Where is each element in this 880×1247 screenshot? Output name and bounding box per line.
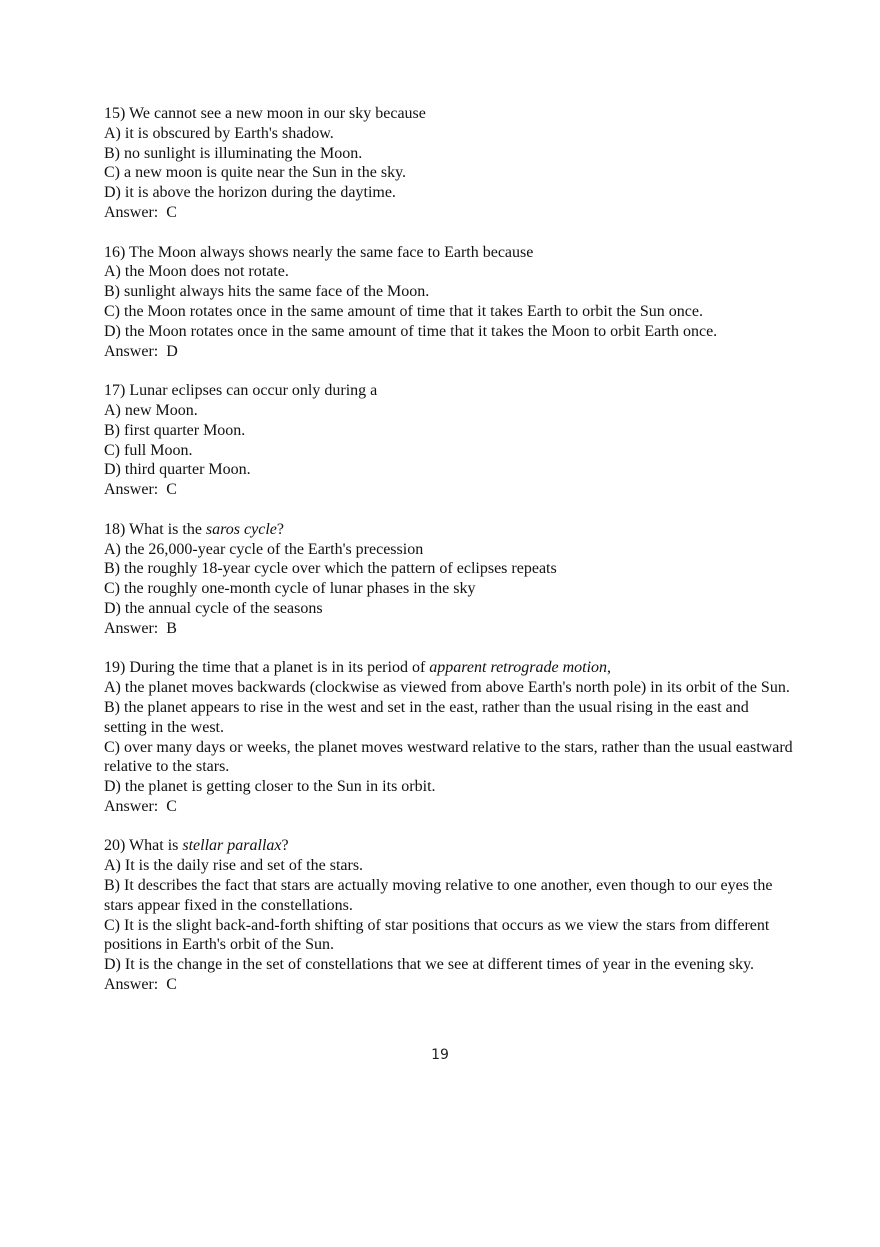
question-list (104, 104, 794, 1015)
question-15 (104, 104, 794, 223)
page-number: 19 (431, 1047, 449, 1063)
question-stem: 16) The Moon always shows nearly the same face to Earth because (104, 243, 534, 261)
option-b: B) sunlight always hits the same face of the Moon. (104, 283, 430, 301)
answer: Answer: C (104, 481, 177, 499)
question-stem: 15) We cannot see a new moon in our sky because (104, 105, 426, 122)
option-d: D) the Moon rotates once in the same amount of time that it takes the Moon to orbit Earth once. (104, 322, 718, 340)
option-a: A) the 26,000-year cycle of the Earth's precession (104, 540, 424, 558)
question-stem: 19) During the time that a planet is in its period of apparent retrograde motion, (104, 659, 612, 677)
option-d: D) third quarter Moon. (104, 461, 251, 479)
option-d: D) the annual cycle of the seasons (104, 599, 323, 617)
question-18 (104, 520, 794, 639)
question-16 (104, 243, 794, 362)
option-c: C) over many days or weeks, the planet moves westward relative to the stars, rather than the usual eastward relative to the stars. (104, 738, 793, 776)
answer: Answer: D (104, 342, 178, 360)
question-stem: 17) Lunar eclipses can occur only during a (104, 382, 378, 400)
answer: Answer: C (104, 203, 177, 221)
answer: Answer: C (104, 976, 177, 994)
option-b: B) the roughly 18-year cycle over which the pattern of eclipses repeats (104, 560, 557, 578)
option-c: C) the Moon rotates once in the same amount of time that it takes Earth to orbit the Sun once. (104, 302, 703, 320)
answer: Answer: C (104, 797, 177, 815)
option-d: D) It is the change in the set of constellations that we see at different times of year in the evening sky. (104, 956, 755, 974)
option-c: C) the roughly one-month cycle of lunar phases in the sky (104, 580, 476, 598)
question-stem: 18) What is the saros cycle? (104, 520, 284, 538)
question-19 (104, 658, 794, 816)
option-a: A) new Moon. (104, 401, 198, 419)
option-a: A) the Moon does not rotate. (104, 263, 289, 281)
option-b: B) It describes the fact that stars are actually moving relative to one another, even though to our eyes the stars appear fixed in the constellations. (104, 877, 773, 914)
question-17 (104, 381, 794, 500)
option-a: A) it is obscured by Earth's shadow. (104, 124, 334, 142)
question-stem: 20) What is stellar parallax? (104, 837, 289, 855)
option-a: A) It is the daily rise and set of the stars. (104, 857, 364, 875)
option-c: C) It is the slight back-and-forth shifting of star positions that occurs as we view the stars from different positions in Earth's orbit of the Sun. (104, 916, 770, 954)
option-d: D) it is above the horizon during the daytime. (104, 184, 396, 202)
answer: Answer: B (104, 619, 177, 637)
option-d: D) the planet is getting closer to the Sun in its orbit. (104, 778, 436, 796)
option-c: C) a new moon is quite near the Sun in the sky. (104, 164, 407, 182)
option-b: B) the planet appears to rise in the west and set in the east, rather than the usual rising in the east and setting in the west. (104, 698, 749, 736)
option-c: C) full Moon. (104, 441, 193, 459)
option-b: B) no sunlight is illuminating the Moon. (104, 144, 363, 162)
option-a: A) the planet moves backwards (clockwise as viewed from above Earth's north pole) in its orbit of the Sun. (104, 679, 790, 697)
question-20 (104, 836, 794, 994)
option-b: B) first quarter Moon. (104, 421, 246, 439)
